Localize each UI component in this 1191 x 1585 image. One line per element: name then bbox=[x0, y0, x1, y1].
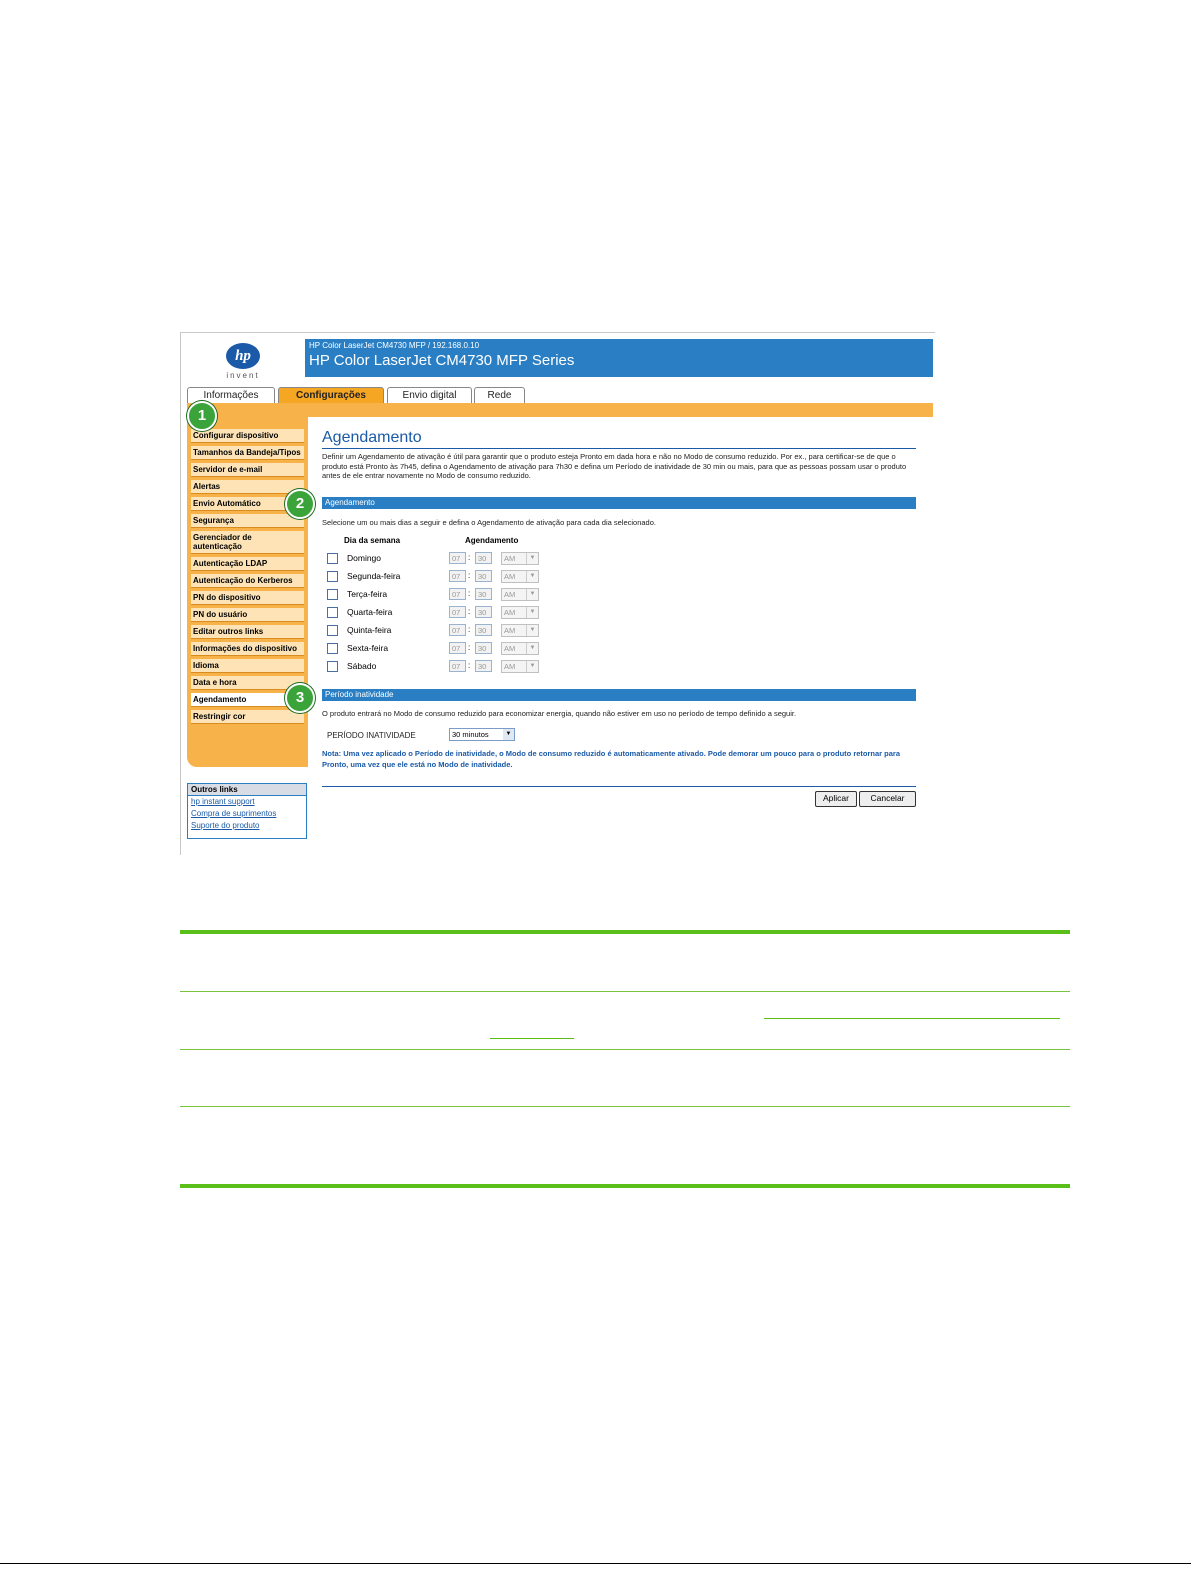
time-colon: : bbox=[468, 643, 471, 652]
link-compra-suprimentos[interactable]: Compra de suprimentos bbox=[191, 809, 277, 818]
day-label: Terça-feira bbox=[347, 589, 388, 599]
callout-3: 3 bbox=[285, 683, 315, 713]
hp-logo[interactable] bbox=[223, 343, 263, 381]
day-label: Quinta-feira bbox=[347, 625, 392, 635]
header-banner bbox=[305, 339, 933, 377]
minute-input[interactable]: 30 bbox=[475, 570, 492, 582]
hp-logo-tagline: invent bbox=[226, 371, 260, 380]
hour-input[interactable]: 07 bbox=[449, 642, 466, 654]
inactivity-note: Nota: Uma vez aplicado o Período de inatividade, o Modo de consumo reduzido é automaticamente ativado. Pode demorar um pouco para o produto retornar para Pronto, uma vez que ele está no Modo de inatividade. bbox=[322, 749, 901, 769]
sidebar-item-servidor-email[interactable]: Servidor de e-mail bbox=[191, 463, 304, 477]
minute-input[interactable]: 30 bbox=[475, 660, 492, 672]
ampm-select[interactable] bbox=[501, 624, 539, 637]
table-row-rule-2 bbox=[180, 1049, 1070, 1050]
day-label: Segunda-feira bbox=[347, 571, 401, 581]
time-colon: : bbox=[468, 625, 471, 634]
day-checkbox[interactable] bbox=[327, 607, 338, 618]
minute-input[interactable]: 30 bbox=[475, 624, 492, 636]
sidebar-item-pn-dispositivo[interactable]: PN do dispositivo bbox=[191, 591, 304, 605]
column-schedule-header: Agendamento bbox=[465, 536, 519, 545]
hour-input[interactable]: 07 bbox=[449, 588, 466, 600]
chevron-down-icon: ▼ bbox=[526, 643, 538, 654]
ampm-value: AM bbox=[504, 572, 516, 581]
time-colon: : bbox=[468, 589, 471, 598]
inactivity-value: 30 minutos bbox=[452, 730, 489, 739]
cancel-button[interactable]: Cancelar bbox=[859, 791, 916, 807]
product-title: HP Color LaserJet CM4730 MFP Series bbox=[309, 352, 575, 369]
tab-rede[interactable]: Rede bbox=[474, 387, 525, 403]
sidebar-item-pn-usuario[interactable]: PN do usuário bbox=[191, 608, 304, 622]
ampm-value: AM bbox=[504, 608, 516, 617]
buttons-divider bbox=[322, 786, 916, 787]
day-label: Quarta-feira bbox=[347, 607, 393, 617]
callout-1: 1 bbox=[187, 401, 217, 431]
apply-button[interactable]: Aplicar bbox=[815, 791, 857, 807]
day-checkbox[interactable] bbox=[327, 643, 338, 654]
minute-input[interactable]: 30 bbox=[475, 588, 492, 600]
time-colon: : bbox=[468, 553, 471, 562]
sidebar-item-seguranca[interactable]: Segurança bbox=[191, 514, 304, 528]
chevron-down-icon: ▼ bbox=[526, 553, 538, 564]
time-colon: : bbox=[468, 571, 471, 580]
sidebar-item-data-hora[interactable]: Data e hora bbox=[191, 676, 304, 690]
title-underline bbox=[322, 448, 916, 449]
section-inactivity-header: Período inatividade bbox=[322, 689, 916, 701]
sidebar-item-autenticacao-ldap[interactable]: Autenticação LDAP bbox=[191, 557, 304, 571]
ampm-select[interactable] bbox=[501, 660, 539, 673]
link-hp-instant-support[interactable]: hp instant support bbox=[191, 797, 255, 806]
device-address: HP Color LaserJet CM4730 MFP / 192.168.0.10 bbox=[309, 341, 480, 350]
ampm-value: AM bbox=[504, 662, 516, 671]
chevron-down-icon: ▼ bbox=[526, 571, 538, 582]
callout-2: 2 bbox=[285, 489, 315, 519]
hour-input[interactable]: 07 bbox=[449, 624, 466, 636]
sidebar-item-idioma[interactable]: Idioma bbox=[191, 659, 304, 673]
sidebar-item-alertas[interactable]: Alertas bbox=[191, 480, 304, 494]
chevron-down-icon: ▼ bbox=[503, 729, 514, 740]
ampm-select[interactable] bbox=[501, 642, 539, 655]
day-checkbox[interactable] bbox=[327, 571, 338, 582]
table-link-underline-2 bbox=[490, 1038, 574, 1039]
hour-input[interactable]: 07 bbox=[449, 606, 466, 618]
tab-underline-bar bbox=[187, 403, 933, 417]
time-colon: : bbox=[468, 661, 471, 670]
ampm-value: AM bbox=[504, 644, 516, 653]
chevron-down-icon: ▼ bbox=[526, 589, 538, 600]
sidebar-item-informacoes-dispositivo[interactable]: Informações do dispositivo bbox=[191, 642, 304, 656]
ampm-value: AM bbox=[504, 590, 516, 599]
table-row-rule-1 bbox=[180, 991, 1070, 992]
sidebar-item-gerenciador-autenticacao[interactable]: Gerenciador de autenticação bbox=[191, 531, 304, 554]
section-agendamento-text: Selecione um ou mais dias a seguir e defina o Agendamento de ativação para cada dia selecionado. bbox=[322, 518, 656, 527]
table-bottom-rule bbox=[180, 1184, 1070, 1188]
ampm-select[interactable] bbox=[501, 588, 539, 601]
ampm-value: AM bbox=[504, 626, 516, 635]
hour-input[interactable]: 07 bbox=[449, 552, 466, 564]
ampm-select[interactable] bbox=[501, 606, 539, 619]
day-label: Domingo bbox=[347, 553, 382, 563]
ampm-value: AM bbox=[504, 554, 516, 563]
chevron-down-icon: ▼ bbox=[526, 607, 538, 618]
page-title: Agendamento bbox=[322, 429, 422, 446]
column-day-header: Dia da semana bbox=[344, 536, 401, 545]
sidebar-nav bbox=[191, 429, 304, 727]
minute-input[interactable]: 30 bbox=[475, 606, 492, 618]
sidebar-item-tamanhos-bandeja[interactable]: Tamanhos da Bandeja/Tipos bbox=[191, 446, 304, 460]
ampm-select[interactable] bbox=[501, 552, 539, 565]
section-agendamento-header: Agendamento bbox=[322, 497, 916, 509]
hour-input[interactable]: 07 bbox=[449, 660, 466, 672]
sidebar-item-restringir-cor[interactable]: Restringir cor bbox=[191, 710, 304, 724]
tab-configuracoes[interactable]: Configurações bbox=[278, 387, 384, 404]
inactivity-select[interactable] bbox=[449, 728, 515, 741]
day-checkbox[interactable] bbox=[327, 589, 338, 600]
inactivity-label: PERÍODO INATIVIDADE bbox=[327, 731, 416, 740]
link-suporte-produto[interactable]: Suporte do produto bbox=[191, 821, 260, 830]
ampm-select[interactable] bbox=[501, 570, 539, 583]
intro-text: Definir um Agendamento de ativação é útil para garantir que o produto esteja Pronto em dada hora e não no Modo de consumo reduzido. Por ex., para certificar-se de que o produto está Pronto às 7h45, defina o Agendamento de ativação para 7h30 e defina um Período de inatividade de 30 min ou mais, para que as pessoas possam usar o produto antes de ele entrar novamente no Modo de consumo reduzido. bbox=[322, 452, 907, 480]
hour-input[interactable]: 07 bbox=[449, 570, 466, 582]
other-links-title: Outros links bbox=[188, 784, 306, 796]
table-link-underline-1 bbox=[764, 1018, 1060, 1019]
sidebar-item-envio-automatico[interactable]: Envio Automático bbox=[191, 497, 304, 511]
table-row-rule-3 bbox=[180, 1106, 1070, 1107]
tab-envio-digital[interactable]: Envio digital bbox=[387, 387, 472, 403]
day-label: Sexta-feira bbox=[347, 643, 389, 653]
minute-input[interactable]: 30 bbox=[475, 552, 492, 564]
sidebar-item-editar-links[interactable]: Editar outros links bbox=[191, 625, 304, 639]
minute-input[interactable]: 30 bbox=[475, 642, 492, 654]
sidebar-item-configurar-dispositivo[interactable]: Configurar dispositivo bbox=[191, 429, 304, 443]
sidebar-item-agendamento[interactable]: Agendamento bbox=[191, 693, 304, 707]
page-footer-rule bbox=[0, 1563, 1191, 1564]
hp-logo-mark: hp bbox=[226, 343, 260, 369]
time-colon: : bbox=[468, 607, 471, 616]
day-checkbox[interactable] bbox=[327, 625, 338, 636]
table-top-rule bbox=[180, 930, 1070, 934]
tab-informacoes[interactable]: Informações bbox=[187, 387, 275, 403]
chevron-down-icon: ▼ bbox=[526, 661, 538, 672]
day-label: Sábado bbox=[347, 661, 377, 671]
day-checkbox[interactable] bbox=[327, 553, 338, 564]
section-inactivity-text: O produto entrará no Modo de consumo reduzido para economizar energia, quando não estiver em uso no período de tempo definido a seguir. bbox=[322, 709, 797, 718]
screenshot-frame bbox=[180, 332, 935, 855]
other-links-box bbox=[187, 783, 307, 839]
sidebar-item-autenticacao-kerberos[interactable]: Autenticação do Kerberos bbox=[191, 574, 304, 588]
day-checkbox[interactable] bbox=[327, 661, 338, 672]
chevron-down-icon: ▼ bbox=[526, 625, 538, 636]
